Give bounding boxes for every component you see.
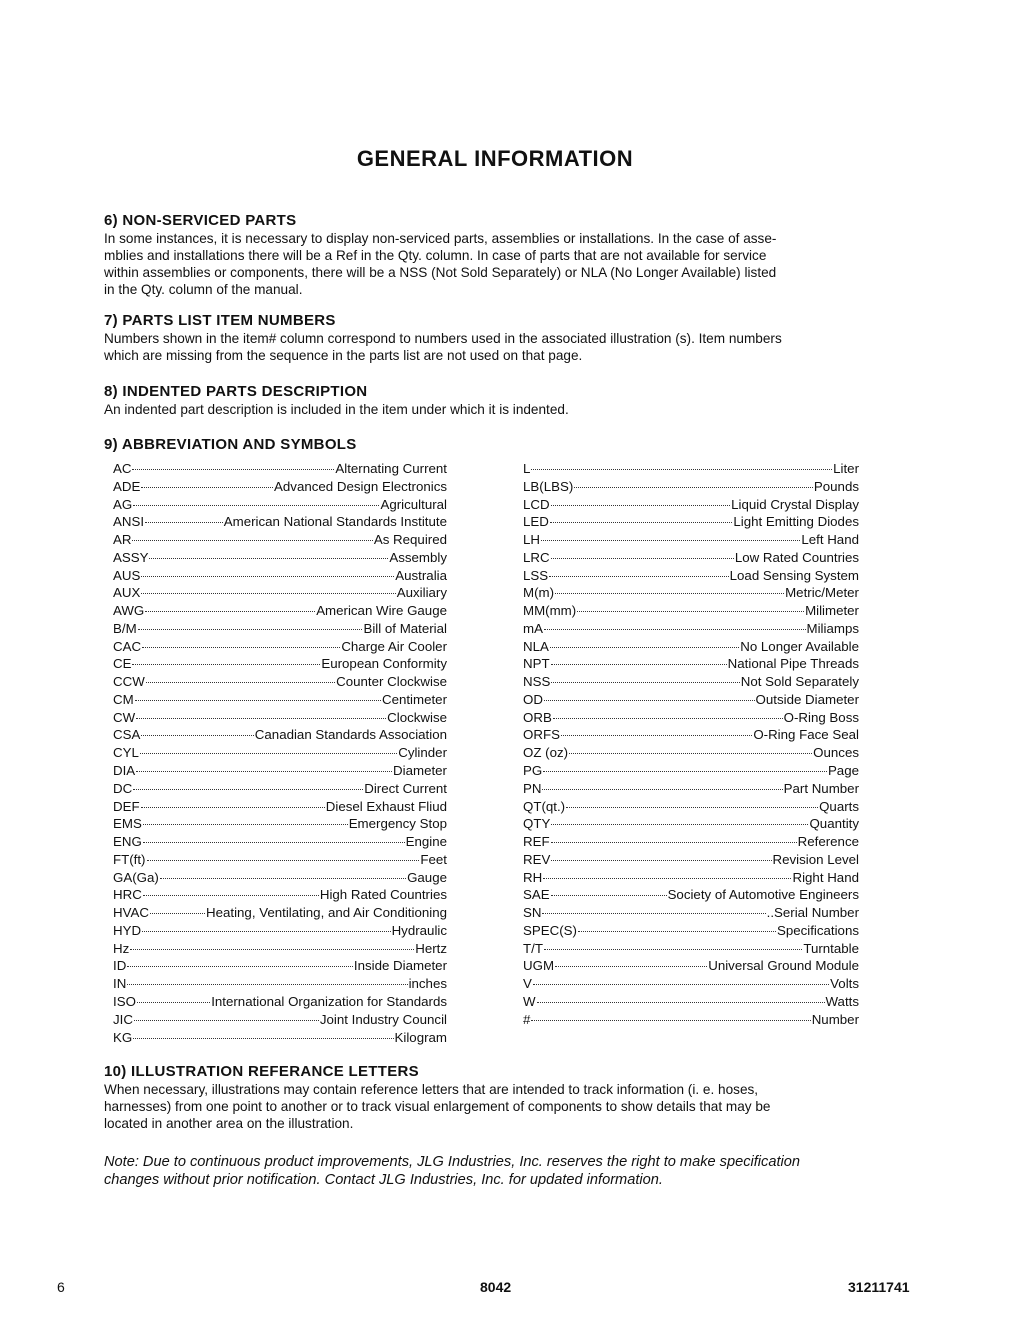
dot-leader xyxy=(133,789,363,790)
abbreviation-term: RH xyxy=(523,869,543,885)
abbreviation-meaning: Milimeter xyxy=(805,603,859,619)
abbreviation-row xyxy=(113,815,447,833)
abbreviation-meaning: Ounces xyxy=(813,745,859,761)
abbreviation-term: ORB xyxy=(523,709,552,725)
abbreviation-row xyxy=(523,638,859,656)
abbreviation-row xyxy=(523,1011,859,1029)
dot-leader xyxy=(549,576,729,577)
abbreviation-row xyxy=(523,886,859,904)
abbreviation-term: ANSI xyxy=(113,514,145,530)
abbreviation-row xyxy=(523,780,859,798)
abbreviation-meaning: Advanced Design Electronics xyxy=(274,478,447,494)
abbreviation-term: # xyxy=(523,1011,531,1027)
abbreviation-term: REF xyxy=(523,834,550,850)
abbreviation-meaning: Auxiliary xyxy=(396,585,447,601)
abbreviation-term: LCD xyxy=(523,496,550,512)
dot-leader xyxy=(130,949,414,950)
section-parts-list-item-numbers xyxy=(104,312,874,364)
abbreviation-row xyxy=(523,655,859,673)
body-line: located in another area on the illustration. xyxy=(104,1116,354,1131)
abbreviation-term: FT(ft) xyxy=(113,851,146,867)
abbreviation-term: ORFS xyxy=(523,727,560,743)
page-title: GENERAL INFORMATION xyxy=(356,146,634,171)
dot-leader xyxy=(141,576,394,577)
dot-leader xyxy=(541,540,800,541)
dot-leader xyxy=(550,647,739,648)
abbreviation-row xyxy=(523,602,859,620)
abbreviation-meaning: Not Sold Separately xyxy=(740,674,859,690)
dot-leader xyxy=(145,522,223,523)
abbreviation-row xyxy=(113,584,447,602)
abbreviation-meaning: No Longer Available xyxy=(740,638,859,654)
abbreviation-term: UGM xyxy=(523,958,555,974)
abbreviation-meaning: Australia xyxy=(395,567,447,583)
abbreviation-row xyxy=(113,513,447,531)
abbreviation-term: NSS xyxy=(523,674,551,690)
abbreviation-meaning: American National Standards Institute xyxy=(223,514,447,530)
abbreviation-meaning: O-Ring Boss xyxy=(783,709,859,725)
abbreviation-row xyxy=(113,886,447,904)
abbreviation-row xyxy=(523,567,859,585)
dot-leader xyxy=(578,931,776,932)
abbreviation-row xyxy=(113,993,447,1011)
abbreviation-meaning: Quarts xyxy=(819,798,859,814)
abbreviation-term: AUS xyxy=(113,567,141,583)
dot-leader xyxy=(542,789,782,790)
dot-leader xyxy=(142,647,340,648)
abbreviation-meaning: Direct Current xyxy=(364,780,447,796)
abbreviation-term: LSS xyxy=(523,567,549,583)
abbreviation-row xyxy=(113,798,447,816)
dot-leader xyxy=(160,878,406,879)
abbreviation-term: ID xyxy=(113,958,127,974)
dot-leader xyxy=(145,611,315,612)
abbreviation-row xyxy=(523,673,859,691)
abbreviation-meaning: Hertz xyxy=(415,940,447,956)
abbreviation-row xyxy=(113,549,447,567)
abbreviation-term: MM(mm) xyxy=(523,603,577,619)
abbreviation-row xyxy=(113,531,447,549)
abbreviation-term: SN xyxy=(523,905,542,921)
dot-leader xyxy=(537,1002,825,1003)
abbreviation-row xyxy=(113,762,447,780)
body-line: An indented part description is included in the item under which it is indented. xyxy=(104,402,569,417)
abbreviation-row xyxy=(523,531,859,549)
abbreviation-meaning: As Required xyxy=(373,532,447,548)
abbreviation-row xyxy=(523,726,859,744)
abbreviation-term: CM xyxy=(113,691,134,707)
dot-leader xyxy=(561,735,752,736)
body-line: Numbers shown in the item# column correspond to numbers used in the associated illustration (s). Item numbers xyxy=(104,331,782,346)
abbreviation-term: CW xyxy=(113,709,136,725)
abbreviation-term: DIA xyxy=(113,763,136,779)
abbreviation-term: ENG xyxy=(113,834,142,850)
dot-leader xyxy=(141,735,253,736)
abbreviation-term: HVAC xyxy=(113,905,149,921)
dot-leader xyxy=(542,913,765,914)
abbreviation-row xyxy=(113,869,447,887)
section-heading: 9) ABBREVIATION AND SYMBOLS xyxy=(104,436,357,453)
abbreviation-meaning: Outside Diameter xyxy=(755,691,859,707)
abbreviation-term: ASSY xyxy=(113,549,149,565)
abbreviation-row xyxy=(113,567,447,585)
abbreviation-term: AR xyxy=(113,532,132,548)
abbreviation-term: QT(qt.) xyxy=(523,798,566,814)
abbreviation-row xyxy=(523,460,859,478)
abbreviation-term: GA(Ga) xyxy=(113,869,159,885)
abbreviation-meaning: Centimeter xyxy=(381,691,447,707)
abbreviation-meaning: Society of Automotive Engineers xyxy=(667,887,859,903)
dot-leader xyxy=(132,469,334,470)
section-heading: 7) PARTS LIST ITEM NUMBERS xyxy=(104,312,336,329)
abbreviation-term: SAE xyxy=(523,887,550,903)
abbreviation-meaning: Assembly xyxy=(389,549,447,565)
abbreviation-row xyxy=(113,1029,447,1047)
section-body xyxy=(104,1081,874,1132)
abbreviation-row xyxy=(113,620,447,638)
section-indented-parts-description xyxy=(104,383,874,418)
section-non-serviced-parts xyxy=(104,212,874,298)
abbreviation-term: ISO xyxy=(113,993,136,1009)
dot-leader xyxy=(551,664,727,665)
abbreviation-term: LRC xyxy=(523,549,550,565)
abbreviation-row xyxy=(113,904,447,922)
abbreviation-term: B/M xyxy=(113,620,137,636)
dot-leader xyxy=(133,505,379,506)
dot-leader xyxy=(544,700,755,701)
abbreviation-row xyxy=(113,922,447,940)
abbreviation-meaning: Joint Industry Council xyxy=(319,1011,447,1027)
dot-leader xyxy=(150,913,205,914)
abbreviation-meaning: Diameter xyxy=(393,763,447,779)
abbreviation-term: OZ (oz) xyxy=(523,745,569,761)
dot-leader xyxy=(147,860,420,861)
abbreviation-row xyxy=(113,780,447,798)
abbreviation-row xyxy=(523,975,859,993)
abbreviation-row xyxy=(113,726,447,744)
abbreviation-term: DC xyxy=(113,780,133,796)
section-body xyxy=(104,401,874,418)
abbreviation-term: T/T xyxy=(523,940,543,956)
abbreviation-list-right xyxy=(523,460,859,1029)
abbreviation-term: HRC xyxy=(113,887,142,903)
abbreviation-meaning: Kilogram xyxy=(394,1029,447,1045)
section-body xyxy=(104,230,874,298)
abbreviation-meaning: National Pipe Threads xyxy=(727,656,859,672)
dot-leader xyxy=(143,895,319,896)
abbreviation-meaning: Counter Clockwise xyxy=(336,674,447,690)
note-line: changes without prior notification. Contact JLG Industries, Inc. for updated information. xyxy=(104,1172,663,1188)
abbreviation-meaning: ..Serial Number xyxy=(766,905,859,921)
abbreviation-term: mA xyxy=(523,620,543,636)
abbreviation-row xyxy=(523,620,859,638)
abbreviation-row xyxy=(113,940,447,958)
abbreviation-term: REV xyxy=(523,851,551,867)
dot-leader xyxy=(138,629,363,630)
abbreviation-term: V xyxy=(523,976,532,992)
abbreviation-term: LH xyxy=(523,532,540,548)
dot-leader xyxy=(544,629,806,630)
abbreviation-meaning: Inside Diameter xyxy=(353,958,447,974)
abbreviation-meaning: Turntable xyxy=(803,940,859,956)
section-heading: 8) INDENTED PARTS DESCRIPTION xyxy=(104,383,368,400)
abbreviation-row xyxy=(113,460,447,478)
dot-leader xyxy=(566,807,818,808)
dot-leader xyxy=(143,842,405,843)
manual-part-number: 31211741 xyxy=(848,1279,910,1295)
abbreviation-meaning: Load Sensing System xyxy=(729,567,859,583)
abbreviation-list-left xyxy=(113,460,447,1046)
dot-leader xyxy=(551,895,667,896)
dot-leader xyxy=(531,469,832,470)
document-code: 8042 xyxy=(480,1279,512,1295)
abbreviation-meaning: Charge Air Cooler xyxy=(341,638,447,654)
dot-leader xyxy=(555,966,707,967)
abbreviation-meaning: Alternating Current xyxy=(335,461,447,476)
note-line: Note: Due to continuous product improvements, JLG Industries, Inc. reserves the right to make specification xyxy=(104,1154,800,1170)
abbreviation-row xyxy=(523,709,859,727)
dot-leader xyxy=(149,558,388,559)
abbreviation-meaning: Pounds xyxy=(813,478,859,494)
abbreviation-term: AWG xyxy=(113,603,145,619)
abbreviation-meaning: Light Emitting Diodes xyxy=(733,514,859,530)
dot-leader xyxy=(543,878,791,879)
abbreviation-row xyxy=(113,602,447,620)
dot-leader xyxy=(533,984,829,985)
dot-leader xyxy=(574,487,813,488)
abbreviation-meaning: Page xyxy=(827,763,859,779)
dot-leader xyxy=(550,522,732,523)
abbreviation-term: KG xyxy=(113,1029,133,1045)
body-line: harnesses) from one point to another or to track visual enlargement of components to show details that may be xyxy=(104,1099,771,1114)
abbreviation-meaning: Metric/Meter xyxy=(785,585,859,601)
dot-leader xyxy=(140,753,397,754)
abbreviation-term: IN xyxy=(113,976,127,992)
abbreviation-meaning: Liquid Crystal Display xyxy=(731,496,859,512)
abbreviation-row xyxy=(113,655,447,673)
abbreviation-term: ADE xyxy=(113,478,141,494)
abbreviation-row xyxy=(523,478,859,496)
dot-leader xyxy=(134,1020,319,1021)
abbreviation-term: NPT xyxy=(523,656,550,672)
abbreviation-row xyxy=(523,584,859,602)
abbreviation-row xyxy=(523,815,859,833)
dot-leader xyxy=(127,984,407,985)
abbreviation-row xyxy=(113,744,447,762)
abbreviation-meaning: Low Rated Countries xyxy=(734,549,859,565)
abbreviation-term: CCW xyxy=(113,674,145,690)
dot-leader xyxy=(551,824,808,825)
abbreviation-meaning: Cylinder xyxy=(398,745,447,761)
abbreviation-row xyxy=(523,762,859,780)
abbreviation-term: CE xyxy=(113,656,132,672)
abbreviation-term: AUX xyxy=(113,585,141,601)
abbreviation-meaning: Clockwise xyxy=(387,709,447,725)
dot-leader xyxy=(551,558,734,559)
note xyxy=(104,1153,894,1189)
abbreviation-row xyxy=(523,691,859,709)
abbreviation-term: LB(LBS) xyxy=(523,478,574,494)
dot-leader xyxy=(142,931,391,932)
dot-leader xyxy=(135,700,381,701)
abbreviation-term: Hz xyxy=(113,940,130,956)
abbreviation-meaning: International Organization for Standards xyxy=(211,993,447,1009)
abbreviation-meaning: Diesel Exhaust Fliud xyxy=(325,798,447,814)
abbreviation-row xyxy=(523,940,859,958)
abbreviation-meaning: Feet xyxy=(420,851,447,867)
dot-leader xyxy=(553,718,783,719)
abbreviation-meaning: O-Ring Face Seal xyxy=(753,727,859,743)
abbreviation-row xyxy=(523,798,859,816)
abbreviation-row xyxy=(523,496,859,514)
abbreviation-row xyxy=(113,478,447,496)
abbreviation-meaning: inches xyxy=(408,976,447,992)
section-abbreviation-and-symbols xyxy=(104,436,874,454)
dot-leader xyxy=(132,664,320,665)
abbreviation-meaning: Part Number xyxy=(783,780,859,796)
abbreviation-meaning: Canadian Standards Association xyxy=(254,727,447,743)
abbreviation-term: CSA xyxy=(113,727,141,743)
abbreviation-meaning: Reference xyxy=(797,834,859,850)
abbreviation-term: OD xyxy=(523,691,543,707)
abbreviation-term: M(m) xyxy=(523,585,555,601)
abbreviation-term: PG xyxy=(523,763,543,779)
abbreviation-term: SPEC(S) xyxy=(523,922,577,938)
abbreviation-term: AG xyxy=(113,496,133,512)
dot-leader xyxy=(141,487,273,488)
dot-leader xyxy=(146,682,335,683)
abbreviation-row xyxy=(113,709,447,727)
abbreviation-term: EMS xyxy=(113,816,142,832)
abbreviation-term: AC xyxy=(113,461,132,476)
abbreviation-row xyxy=(113,957,447,975)
abbreviation-meaning: Gauge xyxy=(407,869,447,885)
abbreviation-meaning: Revision Level xyxy=(772,851,859,867)
dot-leader xyxy=(543,771,827,772)
dot-leader xyxy=(136,718,386,719)
body-line: When necessary, illustrations may contain reference letters that are intended to track information (i. e. hoses, xyxy=(104,1082,759,1097)
dot-leader xyxy=(143,824,348,825)
abbreviation-row xyxy=(113,638,447,656)
dot-leader xyxy=(569,753,812,754)
abbreviation-row xyxy=(113,496,447,514)
dot-leader xyxy=(544,949,802,950)
abbreviation-meaning: Universal Ground Module xyxy=(708,958,859,974)
abbreviation-row xyxy=(113,851,447,869)
abbreviation-term: LED xyxy=(523,514,549,530)
body-line: which are missing from the sequence in the parts list are not used on that page. xyxy=(104,348,583,363)
dot-leader xyxy=(136,771,392,772)
abbreviation-term: W xyxy=(523,993,536,1009)
abbreviation-meaning: Quantity xyxy=(809,816,859,832)
abbreviation-row xyxy=(113,691,447,709)
abbreviation-term: DEF xyxy=(113,798,140,814)
abbreviation-row xyxy=(523,993,859,1011)
abbreviation-meaning: Bill of Material xyxy=(363,620,447,636)
abbreviation-row xyxy=(523,922,859,940)
abbreviation-row xyxy=(523,744,859,762)
abbreviation-row xyxy=(523,869,859,887)
section-heading: 6) NON-SERVICED PARTS xyxy=(104,212,297,229)
abbreviation-row xyxy=(523,513,859,531)
body-line: within assemblies or components, there will be a NSS (Not Sold Separately) or NLA (No Longer Available) listed xyxy=(104,265,777,280)
abbreviation-meaning: High Rated Countries xyxy=(319,887,447,903)
abbreviation-row xyxy=(523,851,859,869)
abbreviation-term: HYD xyxy=(113,922,142,938)
dot-leader xyxy=(551,505,731,506)
dot-leader xyxy=(551,860,771,861)
dot-leader xyxy=(551,842,797,843)
abbreviation-row xyxy=(523,549,859,567)
abbreviation-meaning: Agricultural xyxy=(380,496,447,512)
abbreviation-meaning: Right Hand xyxy=(792,869,859,885)
dot-leader xyxy=(577,611,804,612)
dot-leader xyxy=(132,540,372,541)
abbreviation-meaning: European Conformity xyxy=(321,656,447,672)
abbreviation-term: L xyxy=(523,461,531,476)
abbreviation-row xyxy=(523,833,859,851)
body-line: in the Qty. column of the manual. xyxy=(104,282,303,297)
section-heading: 10) ILLUSTRATION REFERANCE LETTERS xyxy=(104,1063,419,1080)
abbreviation-term: JIC xyxy=(113,1011,133,1027)
abbreviation-meaning: Miliamps xyxy=(806,620,859,636)
abbreviation-meaning: Engine xyxy=(405,834,447,850)
abbreviation-term: NLA xyxy=(523,638,549,654)
abbreviation-row xyxy=(523,904,859,922)
dot-leader xyxy=(137,1002,210,1003)
abbreviation-meaning: Left Hand xyxy=(801,532,859,548)
abbreviation-meaning: Number xyxy=(811,1011,859,1027)
abbreviation-term: CYL xyxy=(113,745,139,761)
dot-leader xyxy=(141,807,325,808)
abbreviation-meaning: Hydraulic xyxy=(391,922,447,938)
abbreviation-row xyxy=(523,957,859,975)
body-line: In some instances, it is necessary to display non-serviced parts, assemblies or installations. In the case of asse- xyxy=(104,231,777,246)
abbreviation-meaning: Liter xyxy=(833,461,859,476)
dot-leader xyxy=(141,593,395,594)
dot-leader xyxy=(551,682,739,683)
abbreviation-term: PN xyxy=(523,780,542,796)
section-illustration-reference-letters xyxy=(104,1063,874,1132)
page-number: 6 xyxy=(57,1279,65,1295)
abbreviation-row xyxy=(113,975,447,993)
abbreviation-row xyxy=(113,833,447,851)
abbreviation-meaning: Specifications xyxy=(776,922,859,938)
abbreviation-row xyxy=(113,673,447,691)
dot-leader xyxy=(133,1038,393,1039)
dot-leader xyxy=(127,966,353,967)
dot-leader xyxy=(555,593,784,594)
abbreviation-meaning: Emergency Stop xyxy=(348,816,447,832)
abbreviation-term: QTY xyxy=(523,816,551,832)
abbreviation-meaning: Volts xyxy=(830,976,859,992)
body-line: mblies and installations there will be a Ref in the Qty. column. In case of parts that are not available for service xyxy=(104,248,767,263)
abbreviation-row xyxy=(113,1011,447,1029)
abbreviation-term: CAC xyxy=(113,638,142,654)
dot-leader xyxy=(531,1020,810,1021)
abbreviation-meaning: American Wire Gauge xyxy=(316,603,447,619)
section-body xyxy=(104,330,874,364)
abbreviation-meaning: Heating, Ventilating, and Air Conditioning xyxy=(206,905,447,921)
abbreviation-meaning: Watts xyxy=(825,993,859,1009)
